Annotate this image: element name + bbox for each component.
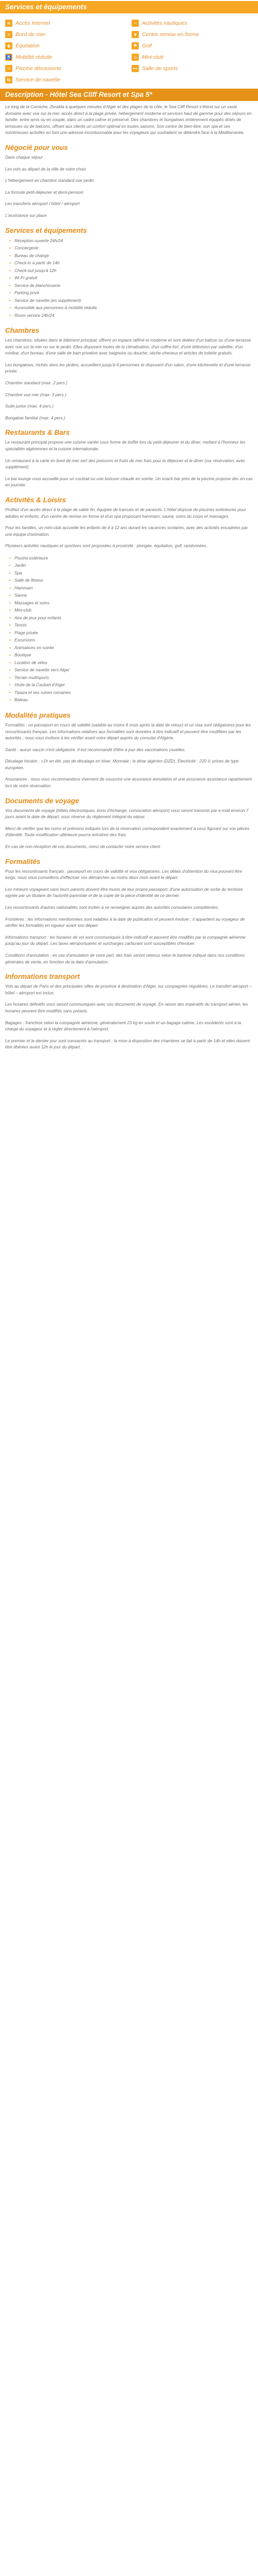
service-item — [132, 42, 253, 49]
section-paragraph: Les chambres, situées dans le bâtiment principal, offrent un espace raffiné et moderne et sont dotées d'un balcon ou d'une terrasse avec vue sur la mer ou sur le jardin. Elles disposent toutes de la climatisation, d'un coffre-fort, d'une télévision par satellite, d'un minibar, d'un bureau, d'une salle de bain privative avec baignoire ou douche, sèche-cheveux et articles de toilette gratuits. — [5, 338, 251, 356]
section-paragraph: Suite junior (max. 4 pers.) — [5, 404, 54, 409]
section-paragraph: En cas de non-réception de vos documents, merci de contacter notre service client. — [5, 844, 162, 850]
section-paragraph: Les horaires définitifs vous seront communiqués avec vos documents de voyage. En raison des impératifs du transport aérien, les horaires peuvent être modifiés sans préavis. — [5, 1002, 248, 1013]
bullet-item: • Animations en soirée — [9, 645, 253, 652]
shuttle-icon: ⇆ — [5, 76, 12, 83]
section-paragraph: Les bungalows, nichés dans les jardins, accueillent jusqu'à 4 personnes et disposent d'un salon, d'une kitchenette et d'une terrasse privée. — [5, 362, 251, 374]
service-label: Centre remise en forme — [142, 31, 199, 38]
sea-icon: ≈ — [5, 31, 12, 38]
bullet-item: • Room service 24h/24 — [9, 312, 253, 320]
section-title: Négocié pour vous — [5, 143, 68, 151]
bullet-item: • Visite de la Casbah d'Alger — [9, 682, 253, 689]
wifi-icon: ≋ — [5, 20, 12, 27]
section-paragraph: Merci de vérifier que les noms et prénoms indiqués lors de la réservation correspondent exactement à ceux figurant sur vos pièces d'identité. Toute modification ultérieure pourra entraîner des frais. — [5, 826, 250, 838]
section-paragraph: Les vols au départ de la ville de votre choix — [5, 166, 86, 172]
section-paragraph: L'hébergement en chambre standard vue jardin — [5, 178, 94, 183]
section-paragraph: L'assistance sur place — [5, 213, 47, 218]
service-item — [5, 76, 126, 83]
section-paragraph: Assurances : nous vous recommandons vivement de souscrire une assurance annulation et une assurance assistance rapatriement lors de votre réservation. — [5, 777, 252, 789]
section-paragraph: Profitez d'un accès direct à la plage de sable fin, équipée de transats et de parasols. L'hôtel dispose de piscines extérieures pour adultes et enfants, d'un centre de remise en forme et d'un spa proposant hammam, sauna, soins du corps et massages. — [5, 507, 246, 519]
bullet-item: • Boutique — [9, 652, 253, 659]
section-title: Activités & Loisirs — [5, 496, 66, 504]
service-label: Bord de mer — [15, 31, 45, 38]
bullet-item: • Tipaza et ses ruines romaines — [9, 689, 253, 697]
section-paragraph: La formule petit-déjeuner et demi-pension — [5, 190, 84, 195]
service-item — [5, 42, 126, 49]
dumbbell-icon: ⊷ — [132, 65, 139, 72]
section-paragraph: Vols au départ de Paris et des principales villes de province à destination d'Alger, sur compagnies régulières. Le transfert aéroport – hôtel – aéroport est inclus. — [5, 984, 252, 995]
section-paragraph: Conditions d'annulation : en cas d'annulation de votre part, des frais seront retenus selon le barème indiqué dans nos conditions générales de vente, en fonction de la date d'annulation. — [5, 953, 245, 964]
bullet-item: • Check-out jusqu'à 12h — [9, 267, 253, 275]
wheelchair-icon: ♿ — [6, 55, 12, 60]
bullet-item: • Réception ouverte 24h/24 — [9, 238, 253, 245]
bullet-item: • Location de vélos — [9, 659, 253, 667]
service-label: Accès Internet — [15, 20, 51, 26]
bullet-item: • Spa — [9, 570, 253, 578]
kids-icon: ☺ — [132, 54, 139, 61]
service-label: Équitation — [15, 43, 40, 49]
section-paragraph: Bagages : franchise selon la compagnie aérienne, généralement 23 kg en soute et un bagage cabine. Les excédents sont à la charge du voyageur et à régler directement à l'aéroport. — [5, 1020, 241, 1032]
bullet-item: • Conciergerie — [9, 245, 253, 252]
section-paragraph: Le restaurant principal propose une cuisine variée sous forme de buffet lors du petit-déjeuner et du dîner, mettant à l'honneur les spécialités algériennes et la cuisine internationale. — [5, 440, 246, 451]
service-item — [132, 31, 253, 38]
bullet-item: • Salle de fitness — [9, 577, 253, 585]
bullet-item: • Sauna — [9, 592, 253, 600]
section-paragraph: Formalités : un passeport en cours de validité (valable au moins 6 mois après la date de retour) et un visa sont obligatoires pour les ressortissants français. Les informations relatives aux formalités sont données à titre indicatif et peuvent être modifiées par les autorités ; nous vous invitons à les vérifier avant votre départ auprès du consulat d'Algérie. — [5, 722, 251, 741]
bullet-item: • Piscine extérieure — [9, 555, 253, 563]
section-title: Informations transport — [5, 973, 80, 981]
service-item — [132, 65, 253, 72]
description-body — [0, 104, 258, 1051]
section-paragraph: Informations transport : les horaires de vol sont communiqués à titre indicatif et peuvent être modifiés par la compagnie aérienne jusqu'au jour du départ. Les taxes aéroportuaires et surcharges carburant sont susceptibles d'évoluer. — [5, 935, 246, 946]
section-title: Chambres — [5, 327, 40, 335]
service-item — [5, 54, 126, 61]
section-paragraph: Décalage horaire : +1h en été, pas de décalage en hiver. Monnaie : le dinar algérien (DZD). Électricité : 220 V, prises de type européen. — [5, 759, 239, 770]
bullet-item: • Terrain multisports — [9, 674, 253, 682]
service-item — [5, 31, 126, 38]
swimmer-icon: ~ — [132, 20, 139, 27]
section-bullet-list — [5, 238, 253, 320]
bullet-item: • Excursions — [9, 637, 253, 645]
section-paragraph: Le bar lounge vous accueille pour un cocktail ou une boisson chaude en soirée. Un snack-bar près de la piscine propose des en-cas en journée. — [5, 476, 253, 488]
fitness-icon: ♥ — [132, 31, 139, 38]
service-label: Golf — [142, 43, 152, 49]
bullet-item: • Wi-Fi gratuit — [9, 275, 253, 282]
bullet-item: • Service de blanchisserie — [9, 282, 253, 290]
section-paragraph: Les ressortissants d'autres nationalités sont invités à se renseigner auprès des autorités consulaires compétentes. — [5, 905, 219, 910]
sections — [5, 144, 253, 1051]
bullet-item: • Bureau de change — [9, 252, 253, 260]
service-label: Activités nautiques — [142, 20, 187, 26]
bullet-item: • Service de navette (en supplément) — [9, 297, 253, 305]
description-header: Description - Hôtel Sea Cliff Resort et Spa 5* — [0, 89, 258, 101]
section-bullet-list — [5, 555, 253, 704]
service-label: Piscine découverte — [15, 65, 61, 72]
bullet-item: • Tennis — [9, 622, 253, 630]
section-paragraph: Les transferts aéroport / hôtel / aéroport — [5, 201, 80, 207]
section-paragraph: Plusieurs activités nautiques et sportives sont proposées à proximité : plongée, équitation, golf, randonnées. — [5, 544, 207, 549]
section-paragraph: Pour les familles, un mini-club accueille les enfants de 4 à 12 ans durant les vacances scolaires, avec des activités encadrées par une équipe d'animation. — [5, 526, 248, 537]
section-title: Restaurants & Bars — [5, 429, 70, 437]
bullet-item: • Service de navette vers Alger — [9, 667, 253, 674]
services-header: Services et équipements — [0, 1, 258, 13]
bullet-item: • Hammam — [9, 585, 253, 592]
golf-icon: ⚑ — [132, 42, 139, 49]
bullet-item: • Parking privé — [9, 290, 253, 297]
bullet-item: • Massages et soins — [9, 600, 253, 607]
bullet-item: • Bateau — [9, 697, 253, 704]
section-paragraph: Un restaurant à la carte en bord de mer sert des poissons et fruits de mer frais pour le déjeuner et le dîner (sur réservation, avec supplément). — [5, 458, 246, 470]
bullet-item: • Jardin — [9, 562, 253, 570]
service-item — [5, 65, 126, 72]
section-paragraph: Pour les ressortissants français : passeport en cours de validité et visa obligatoires. Les délais d'obtention du visa pouvant être longs, nous vous conseillons d'effectuer vos démarches au moins deux mois avant le départ. — [5, 869, 242, 880]
section-paragraph: Le premier et le dernier jour sont consacrés au transport ; la mise à disposition des chambres se fait à partir de 14h et elles doivent être libérées avant 12h le jour du départ. — [5, 1038, 250, 1050]
section-title: Modalités pratiques — [5, 711, 71, 719]
section-paragraph: Vos documents de voyage (billets électroniques, bons d'échange, convocation aéroport) vous seront transmis par e-mail environ 7 jours avant la date de départ, sous réserve du règlement intégral du séjour. — [5, 808, 249, 820]
bullet-item: • Check-in à partir de 14h — [9, 260, 253, 267]
section-paragraph: Chambre standard (max. 2 pers.) — [5, 381, 68, 385]
service-label: Mini-club — [142, 54, 164, 60]
bullet-item: • Accessible aux personnes à mobilité réduite — [9, 304, 253, 312]
service-item — [132, 20, 253, 27]
services-grid — [0, 16, 258, 88]
service-label: Service de navette — [15, 77, 60, 83]
bullet-item: • Plage privée — [9, 630, 253, 637]
service-label: Salle de sports — [142, 65, 178, 72]
service-label: Mobilité réduite — [15, 54, 53, 60]
section-title: Documents de voyage — [5, 796, 79, 805]
section-title: Formalités — [5, 857, 41, 866]
section-paragraph: Santé : aucun vaccin n'est obligatoire. Il est recommandé d'être à jour des vaccinations usuelles. — [5, 747, 186, 752]
bullet-item: • Mini-club — [9, 607, 253, 615]
intro-text: Le long de la Corniche, Zeralda à quelques minutes d'Alger et des plages de la côte, le Sea Cliff Resort s'étend sur un vaste domaine avec vue sur la mer, accès direct à la plage privée, hébergement moderne et services haut de gamme pour des séjours en famille, entre amis ou en couple, dans un cadre calme et préservé. Des chambres et bungalows entièrement équipés dotés de terrasses ou de balcons, offrant aux clients un confort optimal en toutes saisons. Son centre de bien-être, son spa et ses nombreuses activités en font une adresse incontournable pour les voyageurs qui souhaitent se détendre face à la Méditerranée. — [5, 105, 252, 135]
section-paragraph: Dans chaque séjour : — [5, 155, 45, 160]
bullet-item: • Aire de jeux pour enfants — [9, 615, 253, 622]
section-paragraph: Chambre vue mer (max. 3 pers.) — [5, 392, 67, 397]
page — [0, 1, 258, 1051]
service-item — [132, 54, 253, 61]
horse-icon: ♞ — [5, 42, 12, 49]
section-title: Services et équipements — [5, 226, 87, 234]
pool-icon: ≈ — [5, 65, 12, 72]
section-paragraph: Les mineurs voyageant sans leurs parents doivent être munis de leur propre passeport, d'une autorisation de sortie du territoire signée par un titulaire de l'autorité parentale et de la copie de la pièce d'identité de ce dernier. — [5, 887, 243, 899]
service-item — [5, 20, 126, 27]
section-paragraph: Frontières : les informations mentionnées sont valables à la date de publication et peuvent évoluer ; il appartient au voyageur de vérifier les formalités en vigueur avant son départ. — [5, 917, 245, 928]
section-paragraph: Bungalow familial (max. 4 pers.) — [5, 415, 66, 420]
